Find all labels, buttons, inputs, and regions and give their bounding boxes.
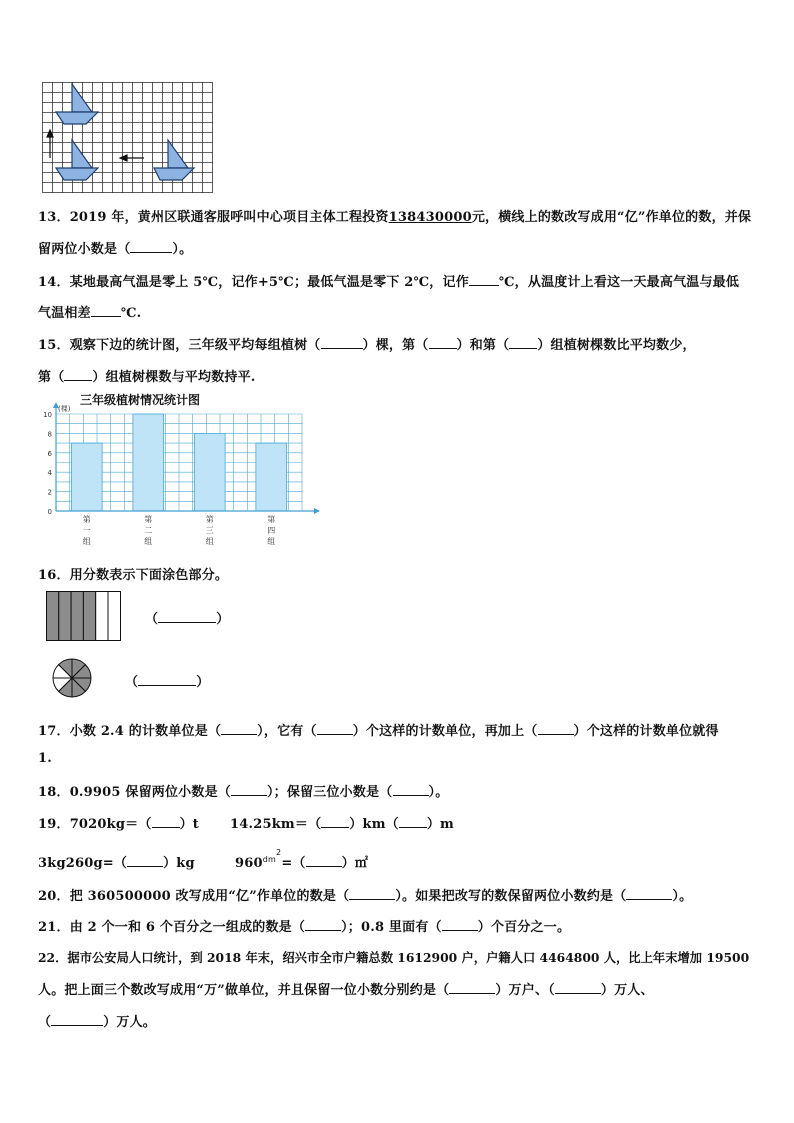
question-15-line-2 — [38, 366, 256, 385]
category-label-char: 组 — [205, 537, 214, 546]
answer-blank[interactable] — [231, 783, 267, 796]
q17-text-b: ），它有（ — [257, 724, 317, 739]
question-16-text: 16．用分数表示下面涂色部分。 — [38, 568, 229, 583]
q18-text-c: ）。 — [428, 785, 449, 800]
unit-exponent: 2 — [276, 848, 282, 857]
q20-text-b: ）。如果把改写的数保留两位小数约是（ — [395, 889, 627, 904]
q17-text-d: ）个这样的计数单位就得 — [573, 724, 719, 739]
answer-blank[interactable] — [449, 981, 495, 994]
q18-text: 18．0.9905 保留两位小数是（ — [38, 785, 231, 800]
category-label-char: 第 — [205, 515, 214, 524]
answer-blank[interactable] — [429, 336, 457, 349]
answer-blank[interactable] — [626, 887, 672, 900]
answer-blank[interactable] — [321, 336, 363, 349]
chart-title: 三年级植树情况统计图 — [80, 393, 201, 407]
bar — [194, 433, 225, 511]
answer-blank[interactable] — [442, 918, 478, 931]
q16-answer-2 — [125, 671, 209, 690]
q19-text-b: ）t — [179, 817, 199, 832]
answer-blank[interactable] — [469, 273, 499, 286]
category-label-char: 组 — [82, 537, 91, 546]
question-13-line-1 — [38, 206, 751, 225]
category-label-char: 一 — [82, 526, 91, 535]
answer-blank[interactable] — [91, 304, 121, 317]
answer-blank[interactable] — [399, 815, 427, 828]
question-19-line-1-right — [230, 813, 454, 832]
q22-text-c: ）万人、 — [600, 983, 654, 998]
q19-text-d: ）km（ — [349, 817, 399, 832]
shaded-strip — [59, 592, 71, 641]
category-label-char: 三 — [205, 526, 214, 535]
category-label-char: 第 — [144, 515, 153, 524]
q20-text: 20．把 360500000 改写成用“亿”作单位的数是（ — [38, 889, 350, 904]
q14-text: 14．某地最高气温是零上 5℃，记作+5℃；最低气温是零下 2℃，记作 — [38, 275, 469, 290]
paren-open: （ — [145, 612, 159, 627]
y-tick-label: 4 — [47, 469, 52, 478]
bar — [256, 443, 287, 511]
q20-text-c: ）。 — [672, 889, 693, 904]
q15-text-d: ）组植树棵数比平均数少， — [537, 338, 696, 353]
q21-text-b: ）；0.8 里面有（ — [341, 920, 442, 935]
question-14-line-1 — [38, 271, 739, 290]
q15-text-b: ）棵，第（ — [362, 338, 429, 353]
q19-text-2-b: ）kg — [163, 856, 195, 871]
unshaded-strip — [108, 592, 121, 641]
shaded-strip — [83, 592, 95, 641]
answer-blank[interactable] — [130, 240, 172, 253]
ship-grid-figure — [42, 82, 214, 194]
q13-text-2-end: ）。 — [172, 242, 193, 257]
q22-text-3: （ — [38, 1015, 52, 1030]
question-19-line-2 — [38, 852, 195, 871]
q14-text-2: 气温相差 — [38, 306, 91, 321]
q22-text: 人。把上面三个数改写成用“万”做单位，并且保留一位小数分别约是（ — [38, 983, 450, 998]
answer-blank[interactable] — [221, 722, 257, 735]
q15-text: 15．观察下边的统计图，三年级平均每组植树（ — [38, 338, 321, 353]
y-tick-label: 10 — [43, 411, 52, 419]
q15-text-c: ）和第（ — [456, 338, 510, 353]
question-20 — [38, 885, 692, 904]
answer-blank[interactable] — [64, 368, 92, 381]
shaded-strip — [71, 592, 83, 641]
q22-text-b: ）万户、（ — [495, 983, 555, 998]
paren-close: ） — [216, 612, 230, 627]
shaded-rectangle-figure — [46, 591, 122, 641]
unshaded-strip — [96, 592, 108, 641]
question-22-line-1: 22．据市公安局人口统计，到 2018 年末，绍兴市全市户籍总数 1612900 户，户籍人口 4464800 人，比上年末增加 19500 — [38, 950, 750, 965]
q14-text-2-b: ℃. — [120, 306, 142, 321]
shaded-circle-figure — [52, 658, 92, 698]
q19-text-e: ）m — [426, 817, 455, 832]
q21-text: 21．由 2 个一和 6 个百分之一组成的数是（ — [38, 920, 306, 935]
question-18 — [38, 781, 448, 800]
answer-blank[interactable] — [349, 887, 395, 900]
answer-blank[interactable] — [317, 722, 353, 735]
answer-blank[interactable] — [152, 815, 180, 828]
q13-text: 13．2019 年，黄州区联通客服呼叫中心项目主体工程投资 — [38, 210, 389, 225]
q21-text-c: ）个百分之一。 — [477, 920, 571, 935]
answer-blank[interactable] — [305, 918, 341, 931]
tree-planting-bar-chart — [40, 402, 330, 552]
bar — [133, 414, 164, 511]
paren-open: （ — [125, 675, 139, 690]
answer-blank[interactable] — [138, 673, 196, 686]
question-17-line-2: 1. — [38, 751, 52, 766]
q15-text-2: 第（ — [38, 370, 65, 385]
y-tick-label: 2 — [47, 488, 52, 497]
q13-text-after: 元，横线上的数改写成用“亿”作单位的数，并保 — [471, 210, 752, 225]
question-13-line-2 — [38, 238, 192, 257]
q19-text: 19．7020kg＝（ — [38, 817, 152, 832]
question-19-line-2-right — [235, 848, 369, 871]
question-14-line-2 — [38, 302, 141, 321]
question-19-line-1 — [38, 813, 199, 832]
y-tick-label: 0 — [47, 508, 52, 516]
q14-text-b: ℃，从温度计上看这一天最高气温与最低 — [498, 275, 740, 290]
q16-answer-1 — [145, 608, 229, 627]
q18-text-b: ）；保留三位小数是（ — [266, 785, 393, 800]
unit-dm: dm — [262, 855, 277, 864]
paren-close: ） — [196, 675, 210, 690]
category-label-char: 组 — [267, 537, 276, 546]
q17-text: 17．小数 2.4 的计数单位是（ — [38, 724, 222, 739]
bar — [71, 443, 102, 511]
q22-text-3-b: ）万人。 — [103, 1015, 157, 1030]
y-tick-label: 8 — [47, 430, 52, 439]
category-label-char: 二 — [144, 526, 153, 535]
question-22-line-3 — [38, 1011, 156, 1030]
q13-text-2: 留两位小数是（ — [38, 242, 131, 257]
q19-number: 960 — [235, 856, 263, 871]
answer-blank[interactable] — [321, 815, 349, 828]
category-label-char: 四 — [267, 526, 276, 535]
question-15-line-1 — [38, 334, 696, 353]
q19-text-2-d: =（ — [281, 856, 306, 871]
answer-blank[interactable] — [51, 1013, 103, 1026]
x-axis-arrow — [314, 508, 320, 514]
q15-text-2-b: ）组植树棵数与平均数持平. — [92, 370, 256, 385]
category-label-char: 组 — [144, 537, 153, 546]
q19-text-c: 14.25km＝（ — [230, 817, 322, 832]
question-22-line-2 — [38, 979, 654, 998]
answer-blank[interactable] — [158, 610, 216, 623]
answer-blank[interactable] — [555, 981, 601, 994]
y-axis-label: (棵) — [58, 405, 71, 413]
shaded-strip — [47, 592, 59, 641]
answer-blank[interactable] — [538, 722, 574, 735]
answer-blank[interactable] — [509, 336, 537, 349]
y-tick-label: 6 — [47, 449, 52, 458]
category-label-char: 第 — [267, 515, 276, 524]
question-21 — [38, 916, 570, 935]
q19-text-2: 3kg260g=（ — [38, 856, 128, 871]
answer-blank[interactable] — [127, 854, 163, 867]
underlined-number: 138430000 — [388, 210, 472, 225]
answer-blank[interactable] — [306, 854, 342, 867]
category-label-char: 第 — [82, 515, 91, 524]
q19-text-2-e: ）㎡ — [341, 856, 369, 871]
question-17-line-1 — [38, 720, 719, 739]
q17-text-c: ）个这样的计数单位，再加上（ — [352, 724, 538, 739]
answer-blank[interactable] — [393, 783, 429, 796]
